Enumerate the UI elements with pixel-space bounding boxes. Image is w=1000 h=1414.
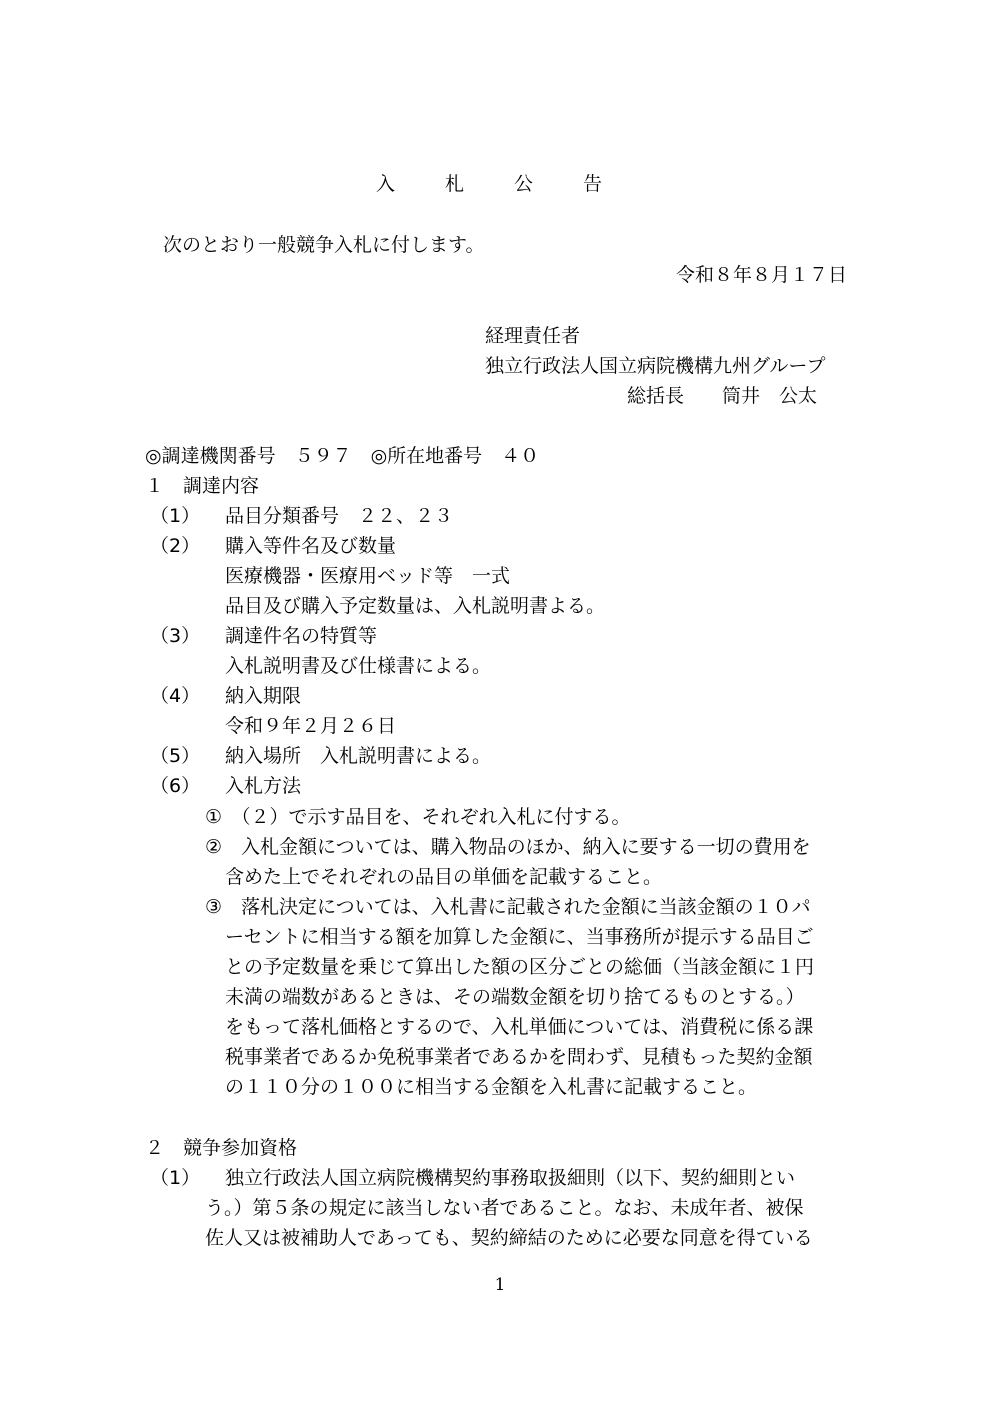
- method-item: ーセントに相当する額を加算した金額に、当事務所が提示する品目ご: [225, 926, 814, 948]
- item-number: （6）: [150, 775, 201, 797]
- item-text: 品目及び購入予定数量は、入札説明書よる。: [225, 595, 606, 617]
- item-text: う。）第５条の規定に該当しない者であること。なお、未成年者、被保: [205, 1197, 804, 1219]
- method-item: 税事業者であるか免税事業者であるかを問わず、見積もった契約金額: [225, 1046, 813, 1068]
- item-number: （1）: [150, 505, 201, 527]
- notice-date: 令和８年８月１７日: [675, 264, 847, 286]
- item-number: （4）: [150, 685, 201, 707]
- item-number: （1）: [150, 1167, 201, 1189]
- method-item: ① （２）で示す品目を、それぞれ入札に付する。: [205, 806, 631, 828]
- method-item: ② 入札金額については、購入物品のほか、納入に要する一切の費用を: [205, 836, 811, 858]
- item-text: 独立行政法人国立病院機構契約事務取扱細則（以下、契約細則とい: [225, 1167, 796, 1189]
- section2-heading: ２ 競争参加資格: [145, 1137, 298, 1159]
- item-text: 佐人又は被補助人であっても、契約締結のために必要な同意を得ている: [205, 1227, 813, 1249]
- item-text: 納入場所 入札説明書による。: [225, 745, 492, 767]
- item-text: 入札方法: [225, 775, 302, 797]
- issuer-name: 総括長 筒井 公太: [627, 385, 818, 407]
- page-number: 1: [494, 1275, 506, 1295]
- method-item: との予定数量を乗じて算出した額の区分ごとの総価（当該金額に１円: [225, 956, 815, 978]
- item-text: 令和９年２月２６日: [225, 715, 397, 737]
- method-item: 未満の端数があるときは、その端数金額を切り捨てるものとする。）: [225, 986, 805, 1008]
- method-item: 含めた上でそれぞれの品目の単価を記載すること。: [225, 866, 663, 888]
- item-text: 購入等件名及び数量: [225, 535, 397, 557]
- method-item: ③ 落札決定については、入札書に記載された金額に当該金額の１０パ: [205, 896, 811, 918]
- section1-heading: １ 調達内容: [145, 475, 260, 497]
- issuer-org: 独立行政法人国立病院機構九州グループ: [485, 355, 826, 377]
- item-number: （5）: [150, 745, 201, 767]
- issuer-role: 経理責任者: [485, 325, 581, 347]
- item-text: 医療機器・医療用ベッド等 一式: [225, 565, 511, 587]
- agency-codes: ◎調達機関番号 ５９７ ◎所在地番号 ４０: [145, 445, 540, 467]
- item-number: （3）: [150, 625, 201, 647]
- method-item: の１１０分の１００に相当する金額を入札書に記載すること。: [225, 1076, 758, 1098]
- item-text: 品目分類番号 ２２、２３: [225, 505, 454, 527]
- item-text: 調達件名の特質等: [225, 625, 378, 647]
- item-number: （2）: [150, 535, 201, 557]
- item-text: 納入期限: [225, 685, 302, 707]
- intro-text: 次のとおり一般競争入札に付します。: [163, 234, 485, 256]
- method-item: をもって落札価格とするので、入札単価については、消費税に係る課: [225, 1016, 814, 1038]
- page-title: 入 札 公 告: [375, 173, 625, 195]
- item-text: 入札説明書及び仕様書による。: [225, 655, 492, 677]
